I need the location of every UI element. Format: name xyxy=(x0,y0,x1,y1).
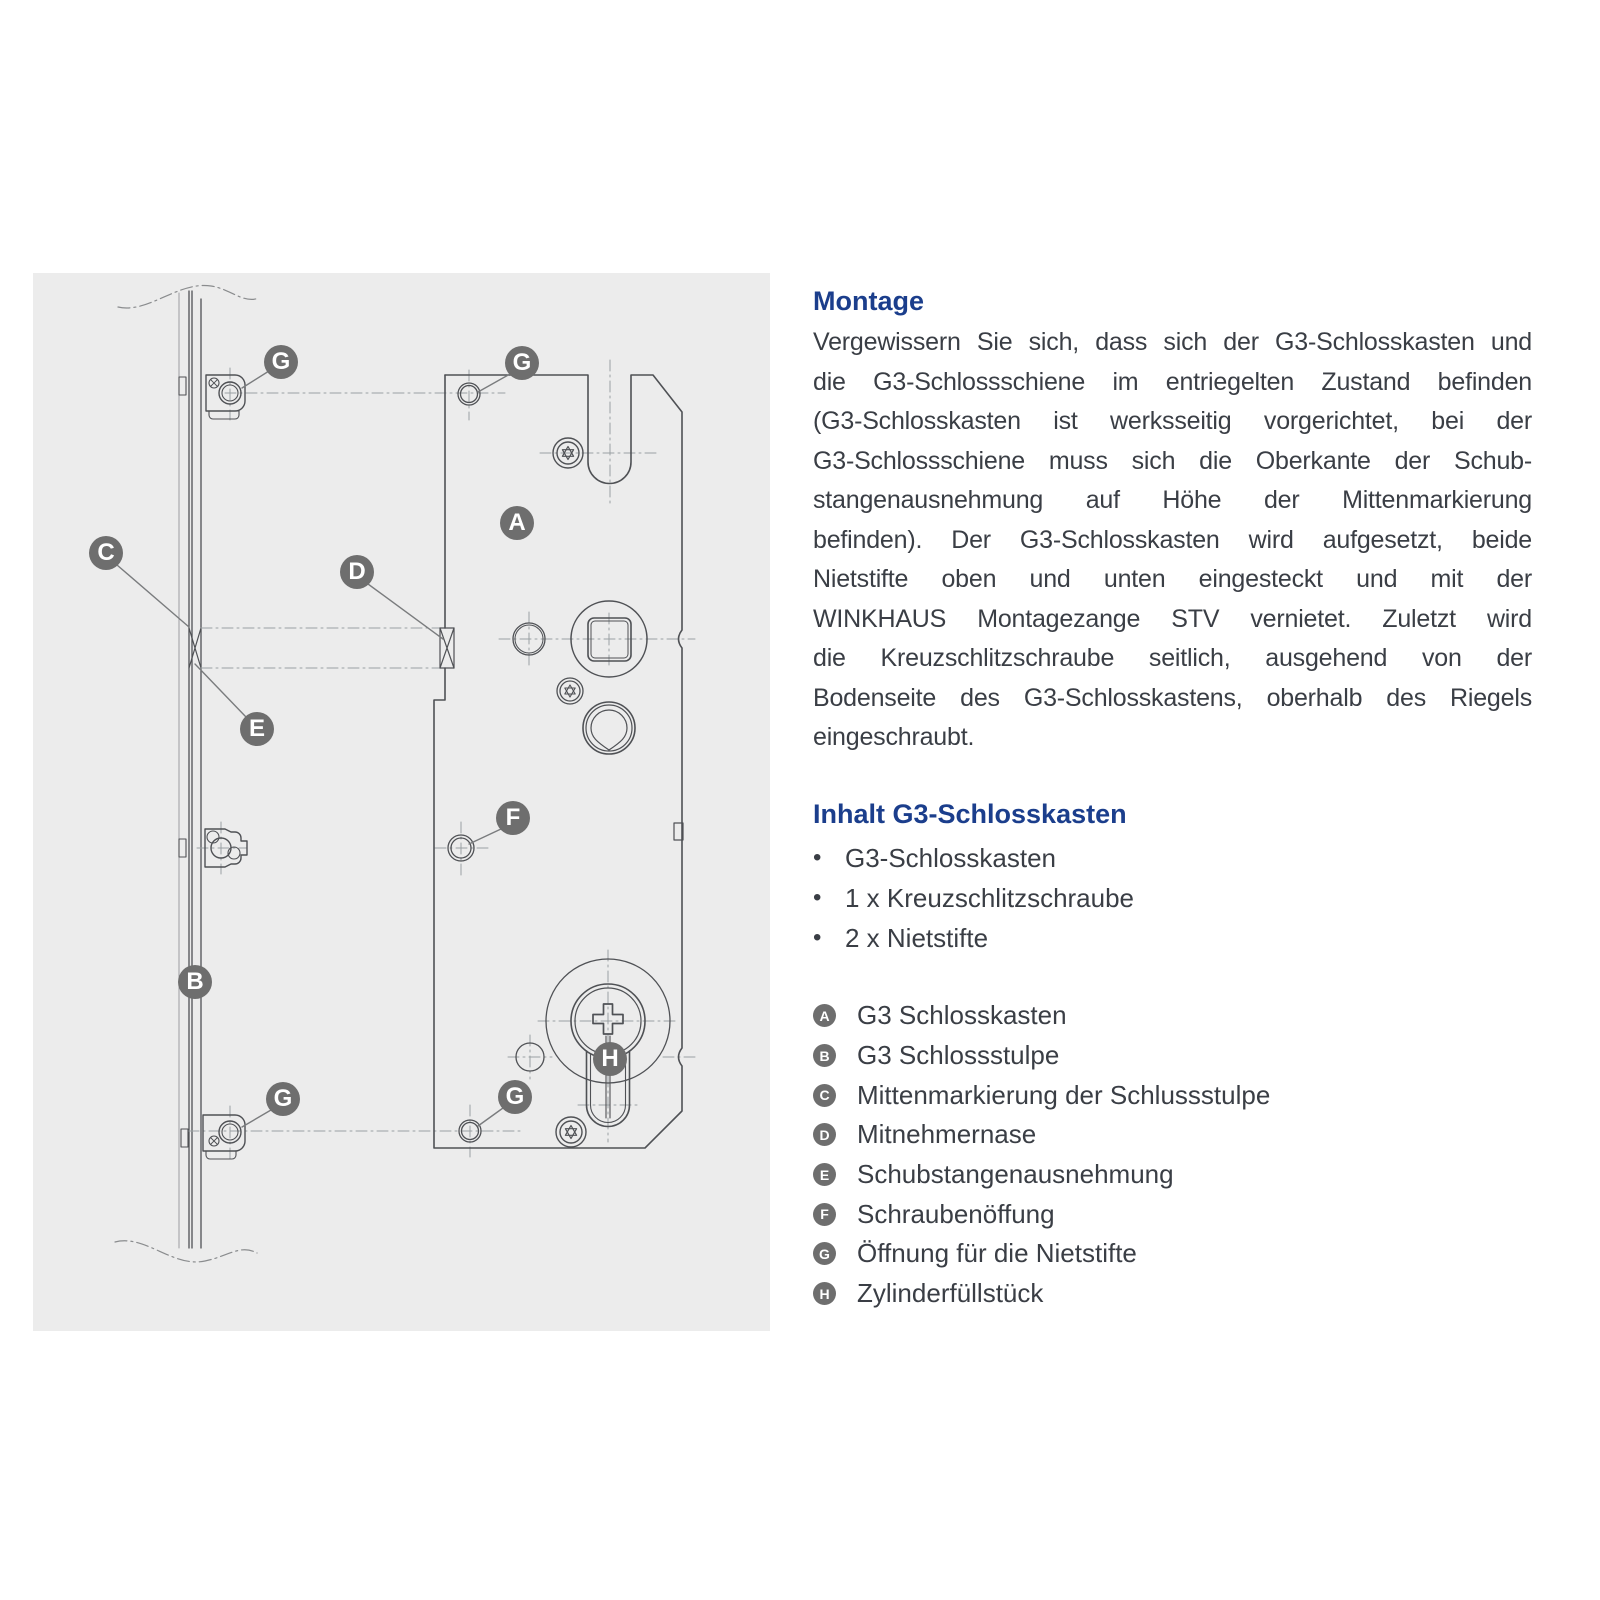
legend-label: Schubstangenausnehmung xyxy=(857,1159,1174,1190)
bullet-item xyxy=(813,838,1532,878)
bullet-label: 2 x Nietstifte xyxy=(845,923,989,953)
legend-label: Mittenmarkierung der Schlussstulpe xyxy=(857,1079,1271,1110)
legend-item xyxy=(813,1274,1532,1314)
rail-x-mark xyxy=(189,628,201,668)
paragraph-line: Bodenseite des G3-Schlosskastens, oberhalb des Riegels xyxy=(813,683,1532,712)
legend-label: G3 Schlosskasten xyxy=(857,1000,1067,1031)
legend-item xyxy=(813,1036,1532,1076)
diagram-badge-d: D xyxy=(340,555,374,589)
schlosskasten-outline xyxy=(434,375,683,1148)
break-line-bottom xyxy=(115,1241,257,1262)
montage-heading: Montage xyxy=(813,286,924,316)
schlossstulpe-rail xyxy=(179,291,201,1248)
centerlines xyxy=(188,360,695,1160)
legend-badge-a: A xyxy=(813,1004,836,1027)
inhalt-heading: Inhalt G3-Schlosskasten xyxy=(813,799,1127,829)
legend-item xyxy=(813,1075,1532,1115)
diagram-badge-g-bottom-right: G xyxy=(498,1080,532,1114)
legend-item xyxy=(813,996,1532,1036)
leader-lines xyxy=(117,371,510,1127)
diagram-badge-f: F xyxy=(496,801,530,835)
paragraph-line: die G3-Schlossschiene im entriegelten Zustand befinden xyxy=(813,367,1532,396)
inhalt-bullet-list xyxy=(813,838,1532,958)
legend-item xyxy=(813,1194,1532,1234)
latch-bottom xyxy=(181,1115,245,1159)
legend-list xyxy=(813,996,1532,1314)
legend-item xyxy=(813,1115,1532,1155)
diagram-badge-c: C xyxy=(89,536,123,570)
legend-label: Zylinderfüllstück xyxy=(857,1278,1044,1309)
legend-label: Schraubenöffung xyxy=(857,1198,1055,1229)
bullet-item xyxy=(813,878,1532,918)
bullet-dot: • xyxy=(813,844,822,871)
legend-label: Mitnehmernase xyxy=(857,1119,1037,1150)
legend-badge-h: H xyxy=(813,1282,836,1305)
bullet-item xyxy=(813,918,1532,958)
lock-diagram xyxy=(33,273,770,1331)
legend-badge-f: F xyxy=(813,1203,836,1226)
legend-badge-e: E xyxy=(813,1163,836,1186)
legend-label: Öffnung für die Nietstifte xyxy=(857,1238,1137,1269)
bullet-label: 1 x Kreuzschlitzschraube xyxy=(845,883,1135,913)
diagram-badge-a: A xyxy=(500,506,534,540)
diagram-badge-g-top-left: G xyxy=(264,345,298,379)
legend-label: G3 Schlossstulpe xyxy=(857,1040,1060,1071)
mitnehmernase-x xyxy=(440,628,454,668)
paragraph-line: G3-Schlossschiene muss sich die Oberkante der Schub- xyxy=(813,446,1532,475)
legend-item xyxy=(813,1234,1532,1274)
latch-follower xyxy=(583,702,635,754)
legend-badge-c: C xyxy=(813,1084,836,1107)
diagram-badge-g-bottom-left: G xyxy=(266,1082,300,1116)
paragraph-line: eingeschraubt. xyxy=(813,723,975,751)
paragraph-line: WINKHAUS Montagezange STV vernietet. Zuletzt wird xyxy=(813,604,1532,633)
bullet-label: G3-Schlosskasten xyxy=(845,843,1056,873)
torx-screw-mid xyxy=(557,678,583,704)
paragraph-line: befinden). Der G3-Schlosskasten wird aufgesetzt, beide xyxy=(813,525,1532,554)
legend-item xyxy=(813,1155,1532,1195)
torx-screw-bottom xyxy=(556,1117,586,1147)
diagram-badge-e: E xyxy=(240,712,274,746)
montage-paragraph xyxy=(813,323,1532,758)
bullet-dot: • xyxy=(813,924,822,951)
paragraph-line: die Kreuzschlitzschraube seitlich, ausgehend von der xyxy=(813,644,1532,672)
paragraph-line: stangenausnehmung auf Höhe der Mittenmarkierung xyxy=(813,486,1532,514)
paragraph-line: Vergewissern Sie sich, dass sich der G3-Schlosskasten und xyxy=(813,328,1532,356)
bullet-dot: • xyxy=(813,884,822,911)
diagram-badge-h: H xyxy=(593,1042,627,1076)
paragraph-line: (G3-Schlosskasten ist werksseitig vorgerichtet, bei der xyxy=(813,407,1532,435)
legend-badge-d: D xyxy=(813,1123,836,1146)
legend-badge-b: B xyxy=(813,1044,836,1067)
diagram-badge-g-top-right: G xyxy=(505,346,539,380)
legend-badge-g: G xyxy=(813,1242,836,1265)
diagram-panel xyxy=(33,273,770,1331)
diagram-badge-b: B xyxy=(178,965,212,999)
paragraph-line: Nietstifte oben und unten eingesteckt und mit der xyxy=(813,565,1532,593)
